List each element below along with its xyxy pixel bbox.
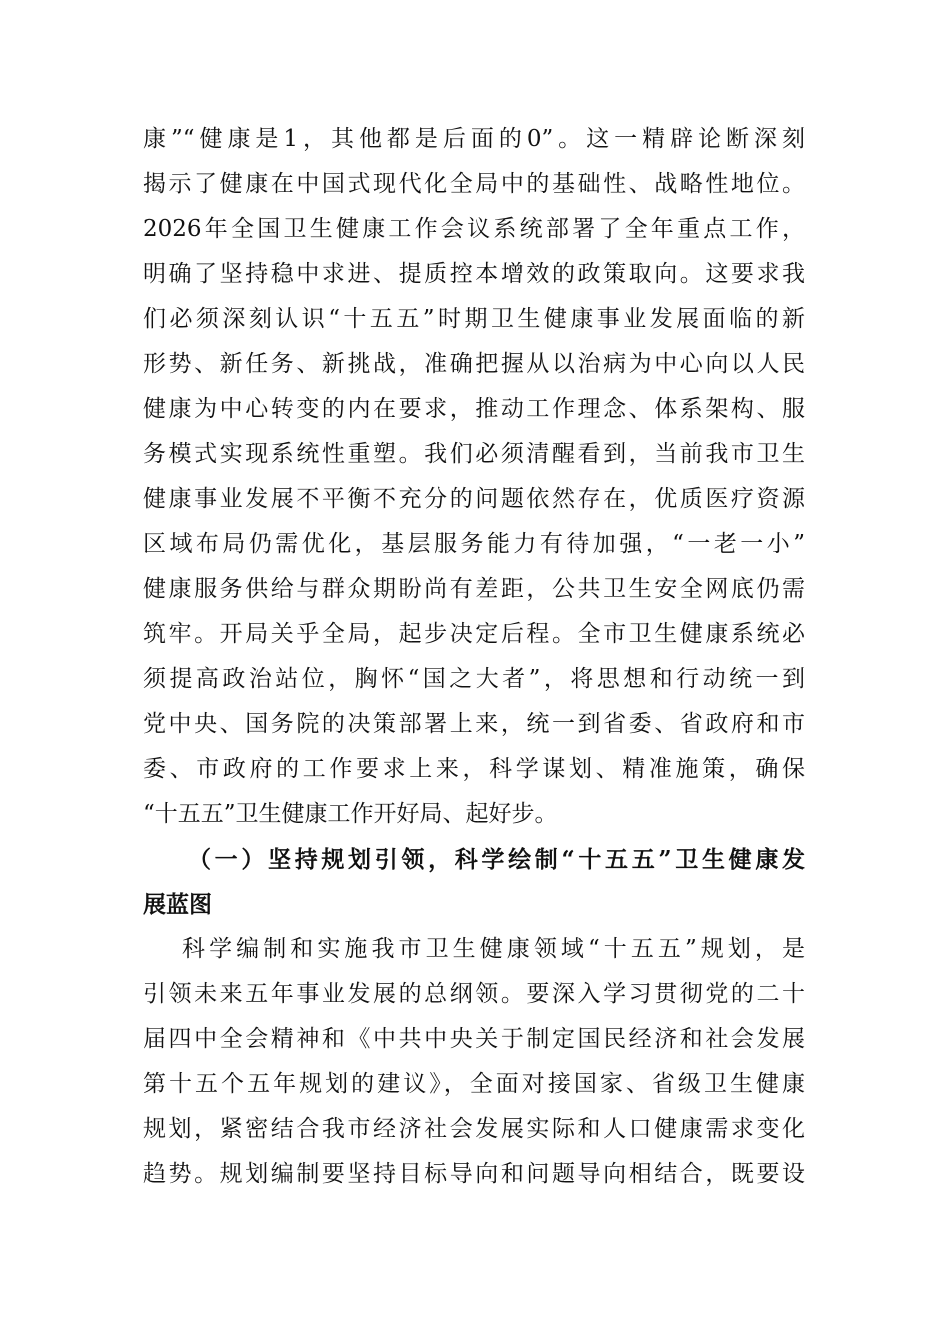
paragraph-line: “十五五”卫生健康工作开好局、起好步。 — [143, 801, 558, 827]
paragraph-line: 康”“健康是1，其他都是后面的0”。这一精辟论断深刻 — [143, 126, 805, 152]
paragraph-line: 规划，紧密结合我市经济社会发展实际和人口健康需求变化 — [143, 1116, 805, 1142]
paragraph-line: 形势、新任务、新挑战，准确把握从以治病为中心向以人民 — [143, 351, 805, 377]
paragraph-line: 第十五个五年规划的建议》，全面对接国家、省级卫生健康 — [143, 1071, 805, 1097]
paragraph-line: 区域布局仍需优化，基层服务能力有待加强，“一老一小” — [143, 531, 805, 557]
paragraph-line: 科学编制和实施我市卫生健康领域“十五五”规划，是 — [182, 936, 805, 962]
paragraph-line: 明确了坚持稳中求进、提质控本增效的政策取向。这要求我 — [143, 261, 805, 287]
paragraph-line: 务模式实现系统性重塑。我们必须清醒看到，当前我市卫生 — [143, 441, 805, 467]
paragraph-line: 健康服务供给与群众期盼尚有差距，公共卫生安全网底仍需 — [143, 576, 805, 602]
paragraph-line: 们必须深刻认识“十五五”时期卫生健康事业发展面临的新 — [143, 306, 805, 332]
paragraph-line: 届四中全会精神和《中共中央关于制定国民经济和社会发展 — [143, 1026, 805, 1052]
paragraph-line: 引领未来五年事业发展的总纲领。要深入学习贯彻党的二十 — [143, 981, 805, 1007]
paragraph-line: 委、市政府的工作要求上来，科学谋划、精准施策，确保 — [143, 756, 805, 782]
paragraph-line: 揭示了健康在中国式现代化全局中的基础性、战略性地位。 — [143, 171, 805, 197]
paragraph-line: 健康为中心转变的内在要求，推动工作理念、体系架构、服 — [143, 396, 805, 422]
paragraph-line: 健康事业发展不平衡不充分的问题依然存在，优质医疗资源 — [143, 486, 805, 512]
section-heading-line: 展蓝图 — [143, 891, 212, 918]
paragraph-line: 筑牢。开局关乎全局，起步决定后程。全市卫生健康系统必 — [143, 621, 805, 647]
paragraph-line: 党中央、国务院的决策部署上来，统一到省委、省政府和市 — [143, 711, 805, 737]
paragraph-line: 须提高政治站位，胸怀“国之大者”，将思想和行动统一到 — [143, 666, 805, 692]
section-heading-line: （一）坚持规划引领，科学绘制“十五五”卫生健康发 — [188, 846, 805, 873]
paragraph-line: 趋势。规划编制要坚持目标导向和问题导向相结合，既要设 — [143, 1161, 805, 1187]
paragraph-line: 2026年全国卫生健康工作会议系统部署了全年重点工作， — [143, 216, 805, 242]
